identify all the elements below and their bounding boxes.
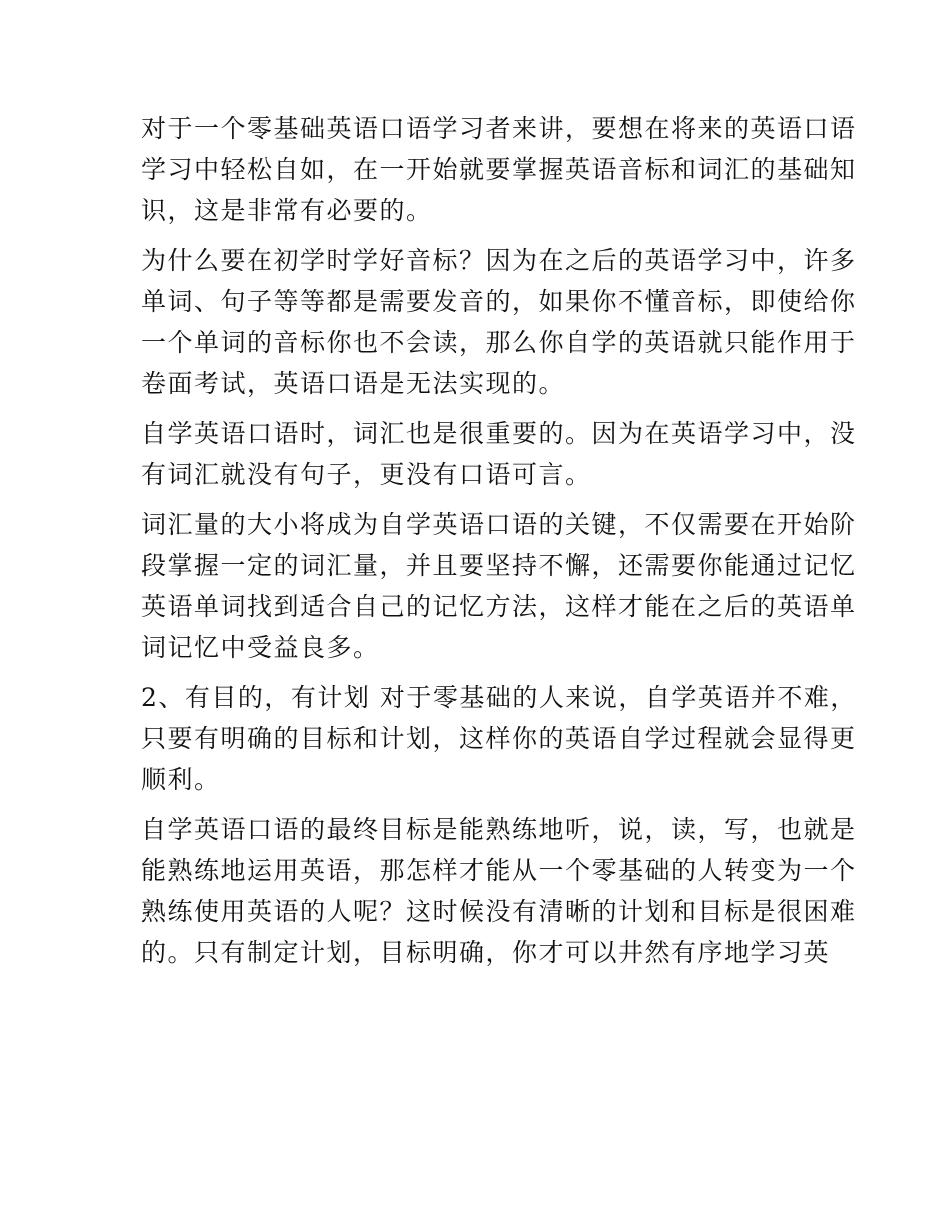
text-line: 识，这是非常有必要的。 [141, 196, 433, 225]
text-line: 为什么要在初学时学好音标？因为在之后的英语学习中，许多 [141, 246, 857, 275]
text-line: 词汇量的大小将成为自学英语口语的关键，不仅需要在开始阶 [141, 510, 857, 539]
text-line: 有词汇就没有句子，更没有口语可言。 [141, 460, 592, 489]
paragraph-why-learn-phonetics [141, 240, 857, 404]
text-line: 对于一个零基础英语口语学习者来讲，要想在将来的英语口语 [141, 114, 857, 143]
text-line: 能熟练地运用英语，那怎样才能从一个零基础的人转变为一个 [141, 856, 857, 885]
text-line: 顺利。 [141, 765, 221, 794]
text-line: 自学英语口语的最终目标是能熟练地听，说，读，写，也就是 [141, 815, 857, 844]
paragraph-goals-and-plans [141, 677, 857, 800]
document-body [141, 108, 857, 982]
text-line: 的。只有制定计划，目标明确，你才可以井然有序地学习英 [141, 938, 831, 967]
paragraph-phonetics-and-vocabulary-intro [141, 108, 857, 231]
text-line: 学习中轻松自如，在一开始就要掌握英语音标和词汇的基础知 [141, 155, 857, 184]
paragraph-vocabulary-size [141, 504, 857, 668]
text-line: 单词、句子等等都是需要发音的，如果你不懂音标，即使给你 [141, 287, 857, 316]
text-line: 熟练使用英语的人呢？这时候没有清晰的计划和目标是很困难 [141, 897, 857, 926]
paragraph-vocabulary-importance [141, 413, 857, 495]
text-line: 英语单词找到适合自己的记忆方法，这样才能在之后的英语单 [141, 592, 857, 621]
text-line: 卷面考试，英语口语是无法实现的。 [141, 369, 566, 398]
text-line: 2、有目的，有计划 对于零基础的人来说，自学英语并不难， [141, 683, 857, 712]
text-line: 一个单词的音标你也不会读，那么你自学的英语就只能作用于 [141, 328, 857, 357]
text-line: 只要有明确的目标和计划，这样你的英语自学过程就会显得更 [141, 724, 857, 753]
text-line: 自学英语口语时，词汇也是很重要的。因为在英语学习中，没 [141, 419, 857, 448]
text-line: 词记忆中受益良多。 [141, 633, 380, 662]
text-line: 段掌握一定的词汇量，并且要坚持不懈，还需要你能通过记忆 [141, 551, 857, 580]
paragraph-final-goal [141, 809, 857, 973]
